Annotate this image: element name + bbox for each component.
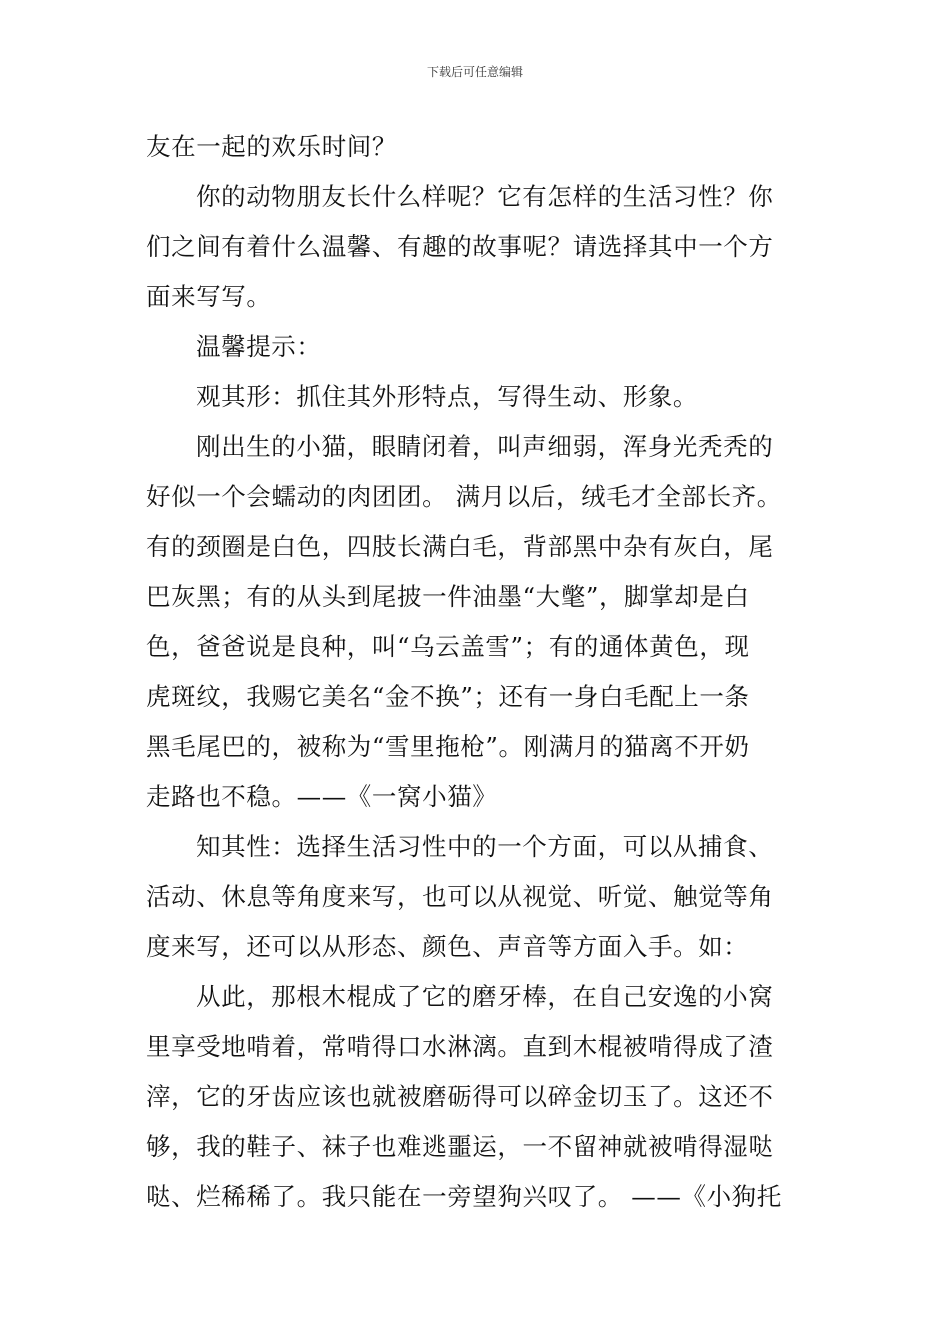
text-line: 友在一起的欢乐时间？ (146, 132, 397, 161)
text-line: 虎斑纹，我赐它美名“金不换”；还有一身白毛配上一条 (146, 682, 750, 711)
text-line: 里享受地啃着，常啃得口水淋漓。直到木棍被啃得成了渣 (146, 1032, 774, 1061)
page-header: 下载后可任意编辑 (426, 65, 523, 79)
text-line: 你的动物朋友长什么样呢？它有怎样的生活习性？你 (196, 182, 774, 211)
text-line: 度来写，还可以从形态、颜色、声音等方面入手。如： (146, 932, 749, 961)
text-line: 观其形：抓住其外形特点，写得生动、形象。 (196, 382, 698, 411)
text-line: 刚出生的小猫，眼睛闭着，叫声细弱，浑身光秃秃的 (196, 432, 774, 461)
text-line: 色，爸爸说是良种，叫“乌云盖雪”；有的通体黄色，现 (146, 632, 750, 661)
text-line: 巴灰黑；有的从头到尾披一件油墨“大氅”，脚掌却是白 (146, 582, 750, 611)
text-line: 哒、烂稀稀了。我只能在一旁望狗兴叹了。 ——《小狗托 (146, 1182, 782, 1211)
text-line: 从此，那根木棍成了它的磨牙棒，在自己安逸的小窝 (196, 982, 774, 1011)
text-line: 们之间有着什么温馨、有趣的故事呢？请选择其中一个方 (146, 232, 774, 261)
text-line: 有的颈圈是白色，四肢长满白毛，背部黑中杂有灰白，尾 (146, 532, 774, 561)
text-line: 活动、休息等角度来写，也可以从视觉、听觉、触觉等角 (146, 882, 774, 911)
text-line: 走路也不稳。——《一窝小猫》 (146, 782, 498, 811)
text-line: 好似一个会蠕动的肉团团。 满月以后，绒毛才全部长齐。 (146, 482, 782, 511)
text-line: 滓，它的牙齿应该也就被磨砺得可以碎金切玉了。这还不 (146, 1082, 774, 1111)
text-line: 面来写写。 (146, 282, 272, 311)
text-line: 知其性：选择生活习性中的一个方面，可以从捕食、 (196, 832, 774, 861)
text-line: 够，我的鞋子、袜子也难逃噩运，一不留神就被啃得湿哒 (146, 1132, 774, 1161)
text-line: 黑毛尾巴的，被称为“雪里拖枪”。刚满月的猫离不开奶 (146, 732, 750, 761)
text-line: 温馨提示： (196, 332, 322, 361)
